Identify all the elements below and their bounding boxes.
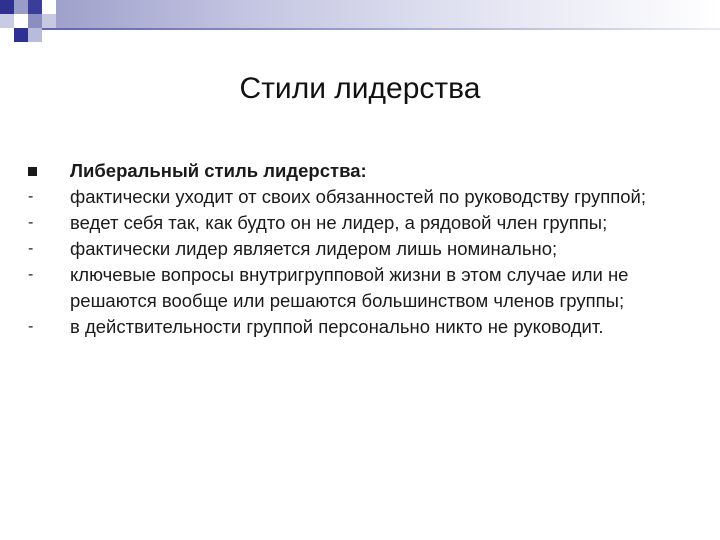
corner-square	[28, 28, 42, 42]
list-item	[28, 262, 698, 314]
dash-marker: -	[28, 266, 34, 283]
list-item	[28, 210, 698, 236]
corner-square	[42, 14, 56, 28]
corner-square	[0, 14, 14, 28]
list-item	[28, 158, 698, 184]
dash-marker: -	[28, 214, 34, 231]
corner-square	[0, 0, 14, 14]
list-item-text: фактически уходит от своих обязанностей по руководству группой;	[70, 186, 647, 207]
bullet-list	[28, 158, 698, 340]
header-divider-line	[14, 28, 720, 30]
corner-square	[14, 0, 28, 14]
square-bullet-icon	[28, 158, 48, 185]
corner-square	[14, 14, 28, 28]
corner-square	[28, 14, 42, 28]
corner-square	[28, 0, 42, 14]
slide-title: Стили лидерства	[239, 72, 481, 105]
list-item-text: фактически лидер является лидером лишь номинально;	[70, 238, 558, 259]
list-item-heading: Либеральный стиль лидерства:	[70, 160, 367, 181]
list-item-text: ключевые вопросы внутригрупповой жизни в этом случае или не решаются вообще или решаются большинством членов группы;	[70, 264, 629, 311]
list-item	[28, 184, 698, 210]
dash-marker: -	[28, 188, 34, 205]
header-gradient-band	[56, 0, 720, 28]
dash-marker: -	[28, 240, 34, 257]
list-item-text: в действительности группой персонально никто не руководит.	[70, 316, 604, 337]
list-item	[28, 236, 698, 262]
list-item	[28, 314, 698, 340]
dash-marker: -	[28, 318, 34, 335]
corner-square	[14, 28, 28, 42]
list-item-text: ведет себя так, как будто он не лидер, а рядовой член группы;	[70, 212, 608, 233]
